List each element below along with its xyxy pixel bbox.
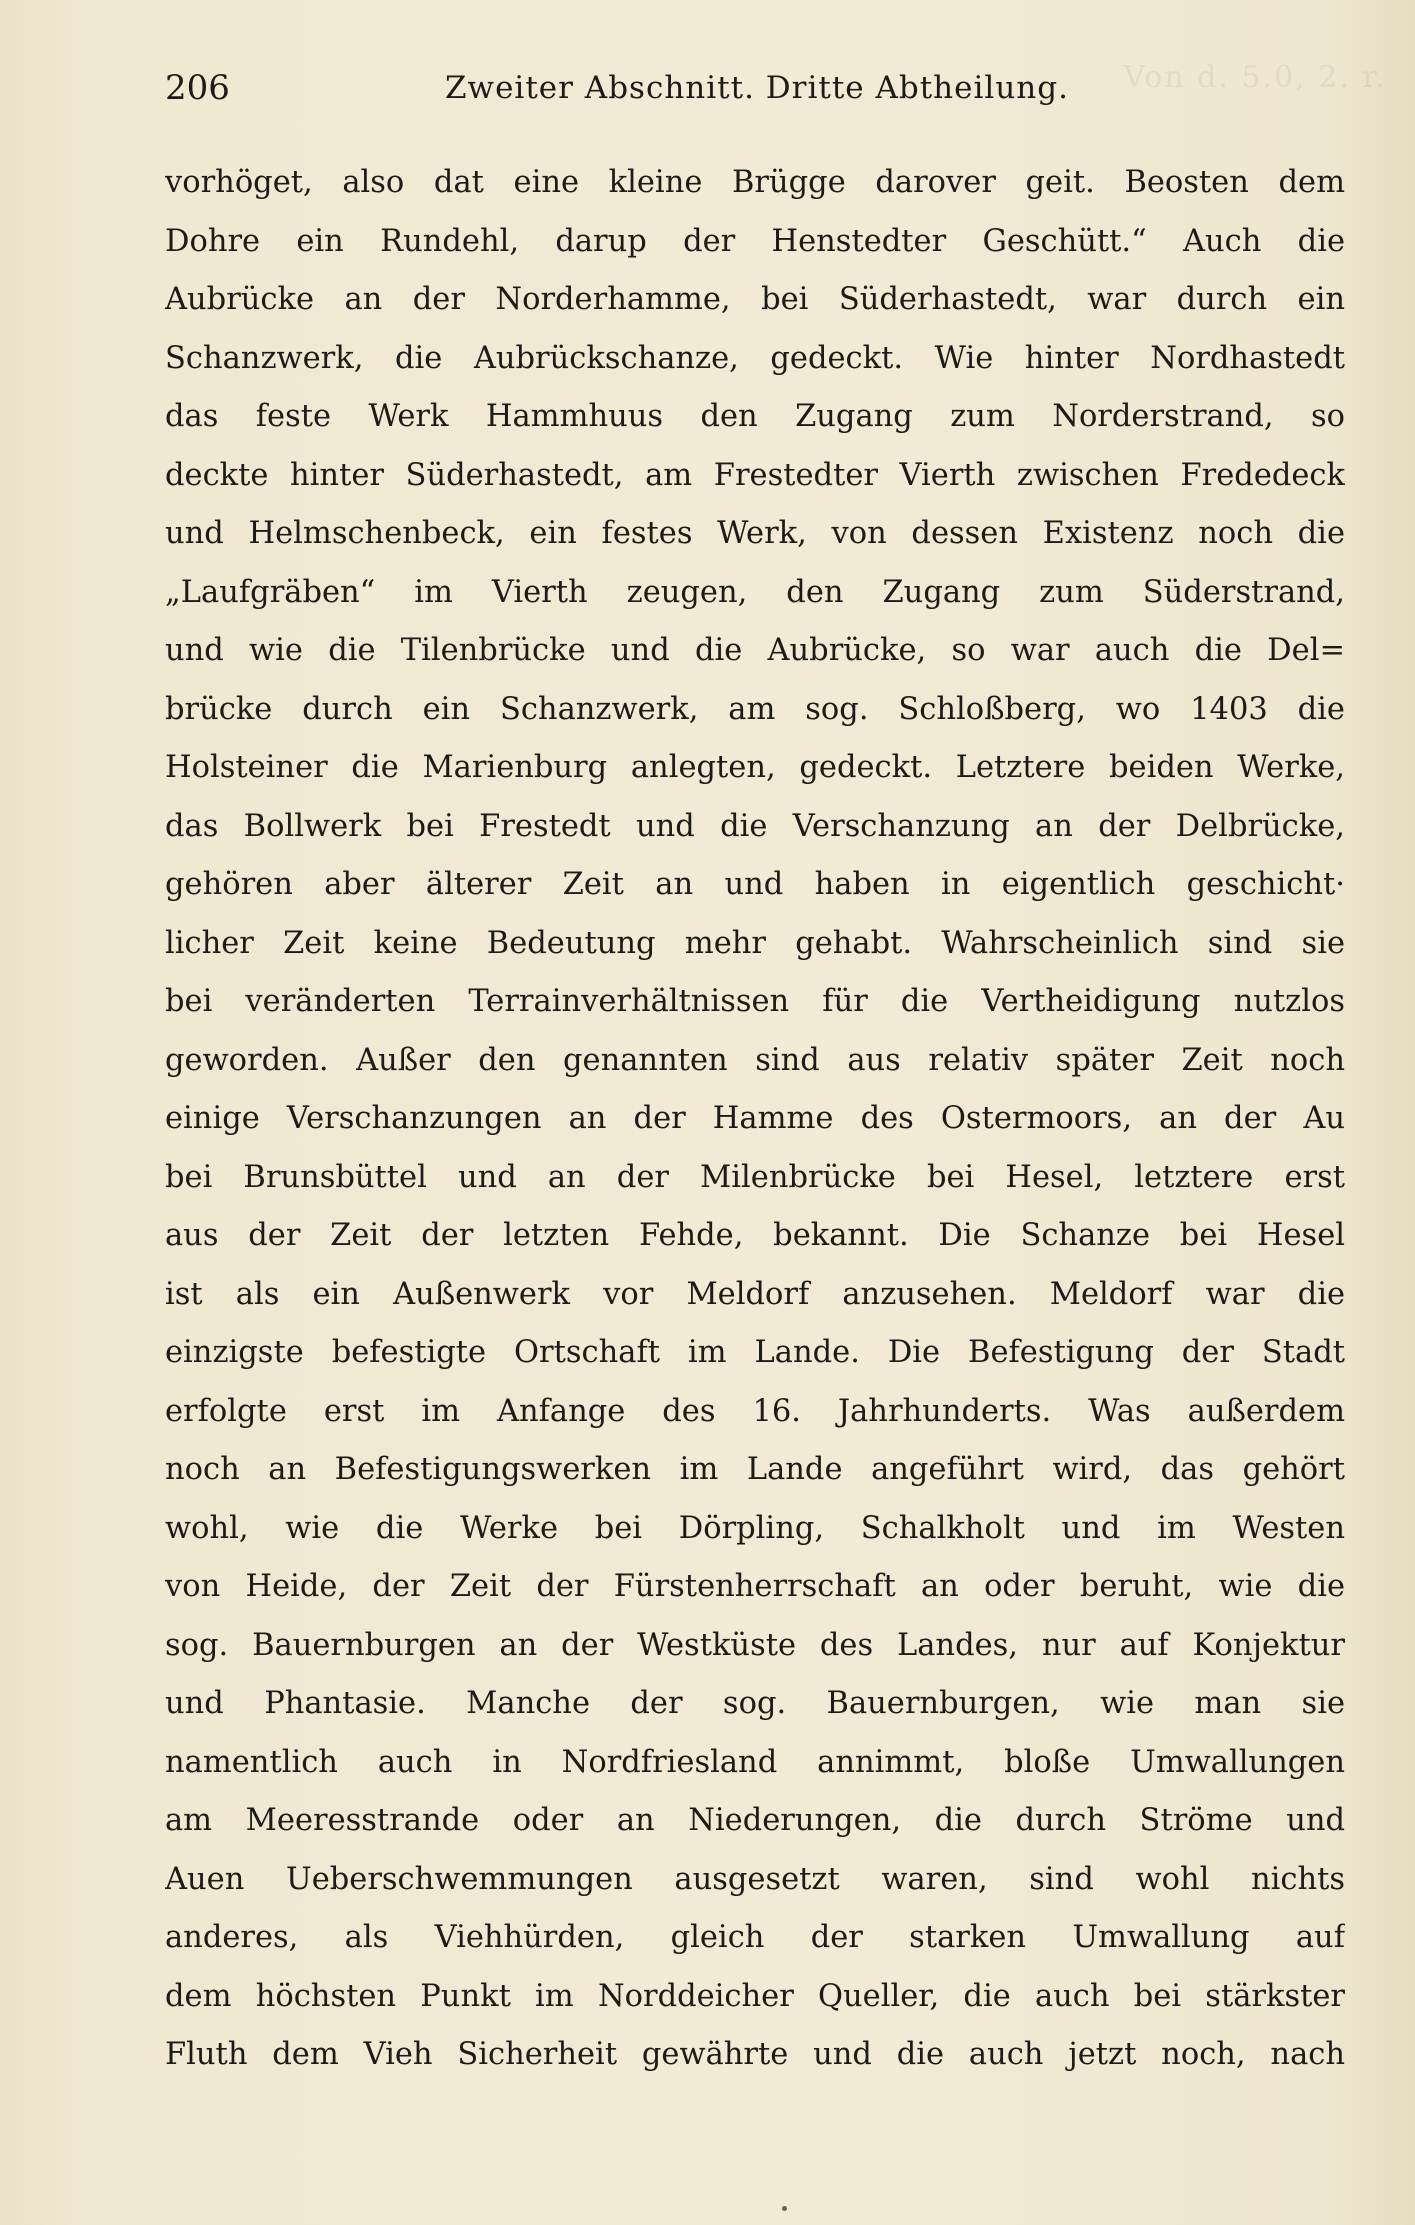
text-line: Aubrücke an der Norderhamme, bei Süderhastedt, war durch ein	[165, 282, 1345, 317]
text-line: am Meeresstrande oder an Niederungen, die durch Ströme und	[165, 1803, 1345, 1838]
text-line: einige Verschanzungen an der Hamme des Ostermoors, an der Au	[165, 1101, 1345, 1136]
text-line: licher Zeit keine Bedeutung mehr gehabt. Wahrscheinlich sind sie	[165, 925, 1345, 961]
text-line: bei veränderten Terrainverhältnissen für die Vertheidigung nutzlos	[165, 984, 1345, 1019]
text-line: anderes, als Viehhürden, gleich der starken Umwallung auf	[165, 1920, 1345, 1955]
text-line: Schanzwerk, die Aubrückschanze, gedeckt. Wie hinter Nordhastedt	[165, 340, 1345, 376]
text-line: gehören aber älterer Zeit an und haben in eigentlich geschicht·	[165, 867, 1345, 902]
text-line: Dohre ein Rundehl, darup der Henstedter Geschütt.“ Auch die	[165, 223, 1345, 259]
text-line: noch an Befestigungswerken im Lande angeführt wird, das gehört	[165, 1452, 1345, 1487]
text-line: sog. Bauernburgen an der Westküste des Landes, nur auf Konjektur	[165, 1627, 1345, 1663]
text-line: geworden. Außer den genannten sind aus relativ später Zeit noch	[165, 1042, 1345, 1078]
text-line: namentlich auch in Nordfriesland annimmt, bloße Umwallungen	[165, 1744, 1345, 1780]
text-line: Auen Ueberschwemmungen ausgesetzt waren, sind wohl nichts	[165, 1861, 1345, 1897]
text-line: vorhöget, also dat eine kleine Brügge darover geit. Beosten dem	[165, 165, 1345, 200]
bleed-through-text: Von d. 5.0, 2. r.	[1123, 60, 1387, 95]
ink-speck	[782, 2206, 787, 2211]
text-line: Fluth dem Vieh Sicherheit gewährte und die auch jetzt noch, nach	[165, 2037, 1345, 2072]
text-line: deckte hinter Süderhastedt, am Frestedter Vierth zwischen Frededeck	[165, 457, 1345, 493]
text-line: wohl, wie die Werke bei Dörpling, Schalkholt und im Westen	[165, 1510, 1345, 1546]
text-line: dem höchsten Punkt im Norddeicher Queller, die auch bei stärkster	[165, 1978, 1345, 2014]
text-line: aus der Zeit der letzten Fehde, bekannt. Die Schanze bei Hesel	[165, 1218, 1345, 1253]
text-line: ist als ein Außenwerk vor Meldorf anzusehen. Meldorf war die	[165, 1276, 1345, 1312]
text-line: Holsteiner die Marienburg anlegten, gedeckt. Letztere beiden Werke,	[165, 750, 1345, 785]
page-number: 206	[165, 68, 230, 108]
text-line: „Laufgräben“ im Vierth zeugen, den Zugang zum Süderstrand,	[165, 574, 1345, 610]
body-text	[165, 154, 1345, 2085]
text-line: und wie die Tilenbrücke und die Aubrücke, so war auch die Del=	[165, 633, 1345, 668]
text-line: und Phantasie. Manche der sog. Bauernburgen, wie man sie	[165, 1686, 1345, 1721]
text-line: erfolgte erst im Anfange des 16. Jahrhunderts. Was außerdem	[165, 1393, 1345, 1429]
page-header	[165, 66, 1305, 110]
text-line: das Bollwerk bei Frestedt und die Verschanzung an der Delbrücke,	[165, 808, 1345, 844]
text-line: und Helmschenbeck, ein festes Werk, von dessen Existenz noch die	[165, 516, 1345, 551]
running-head: Zweiter Abschnitt. Dritte Abtheilung.	[445, 70, 1069, 106]
text-line: das feste Werk Hammhuus den Zugang zum Norderstrand, so	[165, 399, 1345, 434]
text-line: von Heide, der Zeit der Fürstenherrschaft an oder beruht, wie die	[165, 1569, 1345, 1604]
text-line: brücke durch ein Schanzwerk, am sog. Schloßberg, wo 1403 die	[165, 691, 1345, 727]
text-line: bei Brunsbüttel und an der Milenbrücke bei Hesel, letztere erst	[165, 1159, 1345, 1195]
text-line: einzigste befestigte Ortschaft im Lande. Die Befestigung der Stadt	[165, 1335, 1345, 1370]
